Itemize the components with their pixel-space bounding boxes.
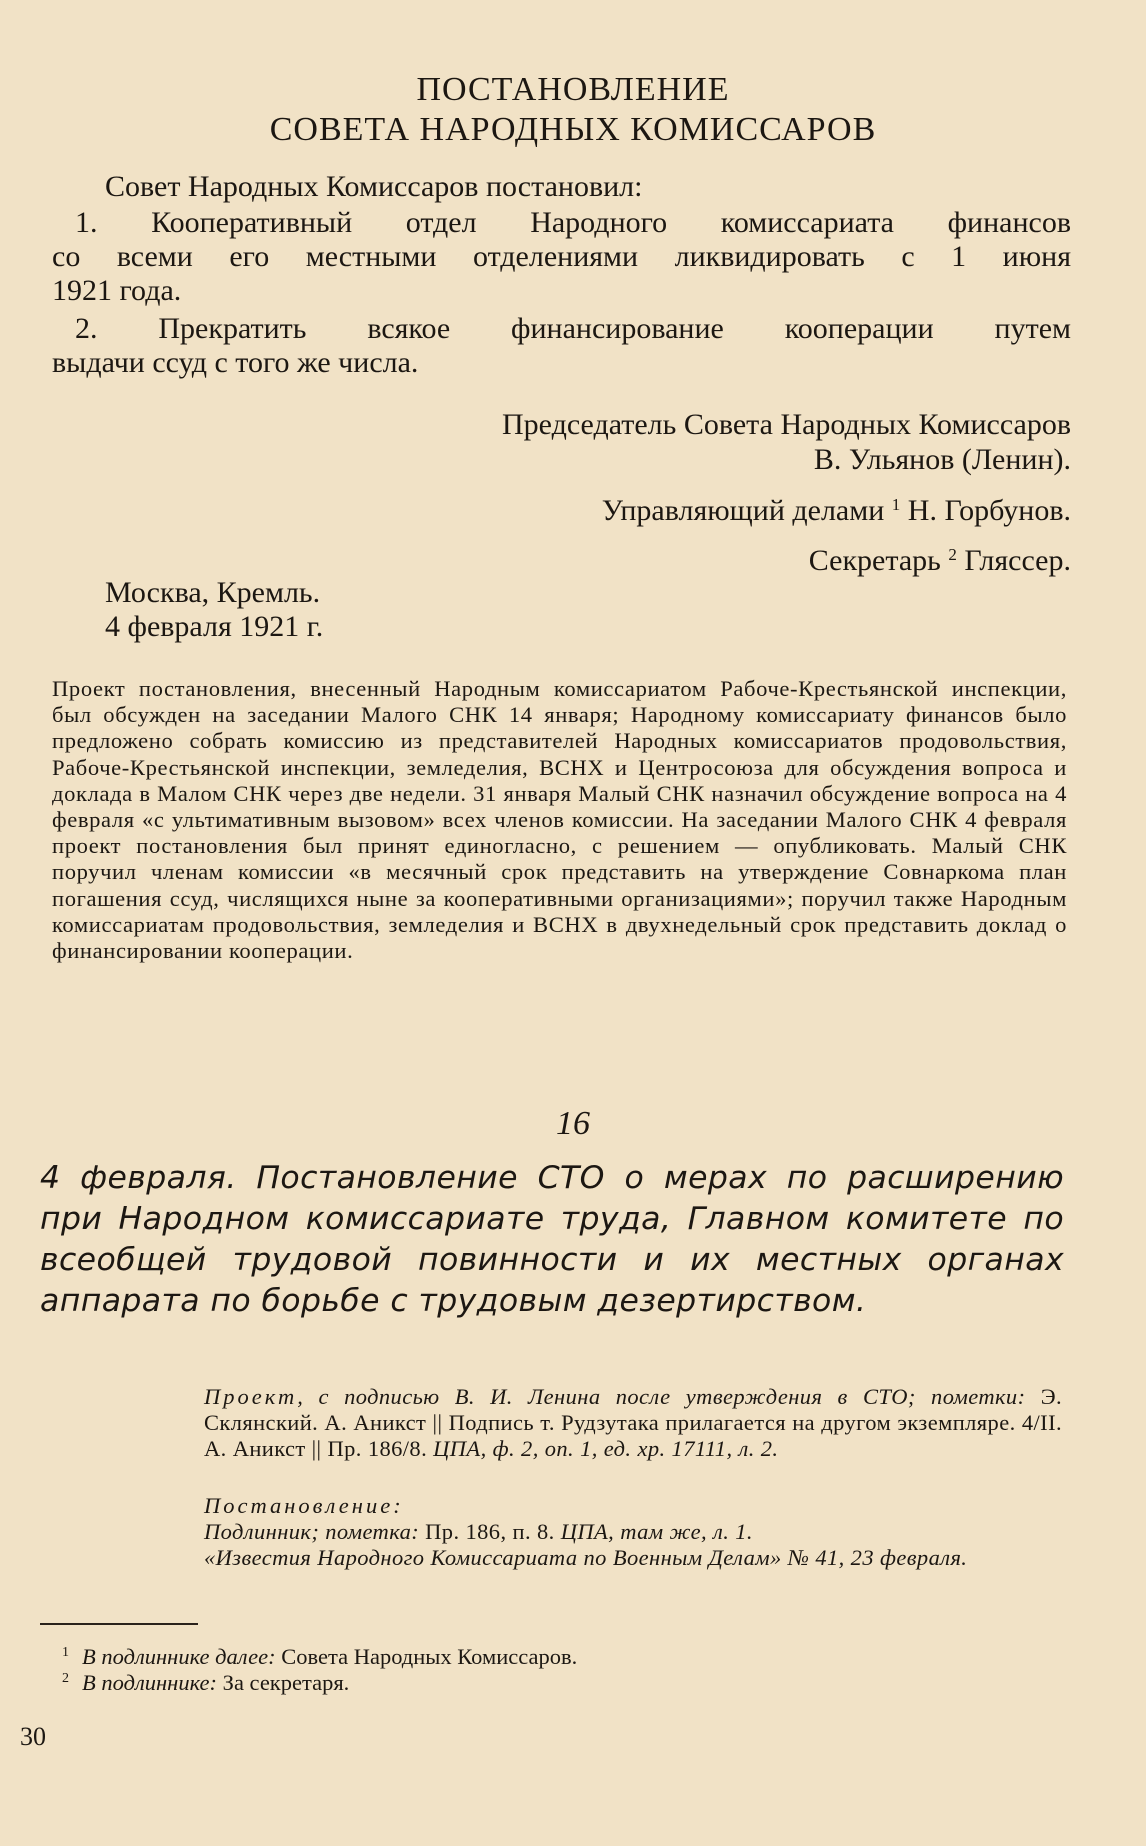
source-original-archive: ЦПА, там же, л. 1. bbox=[554, 1519, 753, 1544]
source-draft-label: Проект bbox=[204, 1384, 298, 1409]
document-title-line2: СОВЕТА НАРОДНЫХ КОМИССАРОВ bbox=[269, 111, 877, 148]
source-resolution-label: Постановление: bbox=[204, 1493, 404, 1518]
paragraph-1-line3: 1921 года. bbox=[52, 274, 182, 307]
document-title-line1: ПОСТАНОВЛЕНИЕ bbox=[416, 71, 730, 108]
signature-chairman-title: Председатель Совета Народных Комиссаров bbox=[502, 408, 1071, 441]
signature-secretary-title: Секретарь bbox=[808, 544, 941, 577]
editorial-note: Проект постановления, внесенный Народным комиссариатом Рабоче-Крестьянской инспекции, был обсужден на заседании Малого СНК 14 января; Народному комиссариату финансов было предложено собрать комиссию из представителей Народных комиссариатов продовольствия, Рабоче-Крестьянской инспекции, земледелия, ВСНХ и Центросоюза для обсуждения вопроса и доклада в Малом СНК через две недели. 31 января Малый СНК назначил обсуждение вопроса на 4 февраля «с ультимативным вызовом» всех членов комиссии. На заседании Малого СНК 4 февраля проект постановления был принят единогласно, с решением — опубликовать. Малый СНК поручил членам комиссии «в месячный срок представить на утверждение Совнаркома план погашения ссуд, числящихся ныне за кооперативными организациями»; поручил также Народным комиссариатам продовольствия, земледелия и ВСНХ в двухнедельный срок представить доклад о финансировании кооперации. bbox=[52, 676, 1067, 964]
paragraph-2-line2: выдачи ссуд с того же числа. bbox=[52, 346, 419, 379]
source-draft-desc: , с подписью В. И. Ленина после утверждения в СТО; пометки: bbox=[297, 1384, 1026, 1409]
place: Москва, Кремль. bbox=[105, 576, 321, 609]
signature-secretary bbox=[809, 538, 1071, 578]
footnote-divider bbox=[40, 1623, 198, 1625]
source-publication: «Известия Народного Комиссариата по Военным Делам» № 41, 23 февраля. bbox=[204, 1545, 968, 1570]
page-number: 30 bbox=[20, 1722, 46, 1751]
footnote-1 bbox=[62, 1644, 578, 1670]
section-heading: 4 февраля. Постановление СТО о мерах по расширению при Народном комиссариате труда, Главном комитете по всеобщей трудовой повинности и их местных органах аппарата по борьбе с трудовым дезертирством. bbox=[40, 1160, 1064, 1319]
signature-chairman-name: В. Ульянов (Ленин). bbox=[813, 443, 1071, 476]
source-draft-archive: ЦПА, ф. 2, оп. 1, ед. хр. 17111, л. 2. bbox=[427, 1436, 779, 1461]
date: 4 февраля 1921 г. bbox=[105, 610, 324, 643]
section-number: 16 bbox=[556, 1105, 590, 1142]
source-original-mark: Пр. 186, п. 8. bbox=[419, 1519, 555, 1544]
footnote-ref-1: 1 bbox=[891, 495, 901, 514]
source-original-label: Подлинник; пометка: bbox=[204, 1519, 420, 1544]
source-draft-marks: Э. Склянский. А. Аникст || Подпись т. Рудзутака прилагается на другом экземпляре. 4/II. А. Аникст || Пр. 186/8. bbox=[204, 1384, 1062, 1461]
footnote-2 bbox=[62, 1670, 350, 1696]
signature-manager-title: Управляющий делами bbox=[601, 494, 885, 527]
footnote-2-label: В подлиннике: bbox=[82, 1670, 218, 1695]
footnote-1-number: 1 bbox=[62, 1645, 69, 1660]
paragraph-1-line2: со всеми его местными отделениями ликвидировать с 1 июня bbox=[52, 240, 1071, 273]
footnote-2-number: 2 bbox=[62, 1671, 69, 1686]
paragraph-2-line1: 2. Прекратить всякое финансирование кооперации путем bbox=[75, 312, 1071, 345]
footnote-1-text: Совета Народных Комиссаров. bbox=[275, 1644, 578, 1669]
signature-secretary-name: Гляссер. bbox=[964, 544, 1071, 577]
paragraph-1-line1: 1. Кооперативный отдел Народного комиссариата финансов bbox=[75, 206, 1071, 239]
footnote-ref-2: 2 bbox=[948, 545, 957, 564]
footnote-1-label: В подлиннике далее: bbox=[82, 1644, 276, 1669]
intro-text: Совет Народных Комиссаров постановил: bbox=[105, 170, 643, 203]
footnote-2-text: За секретаря. bbox=[217, 1670, 350, 1695]
signature-manager bbox=[602, 488, 1071, 528]
source-original bbox=[204, 1519, 1062, 1545]
source-draft bbox=[204, 1384, 1062, 1462]
signature-manager-name: Н. Горбунов. bbox=[907, 494, 1071, 527]
